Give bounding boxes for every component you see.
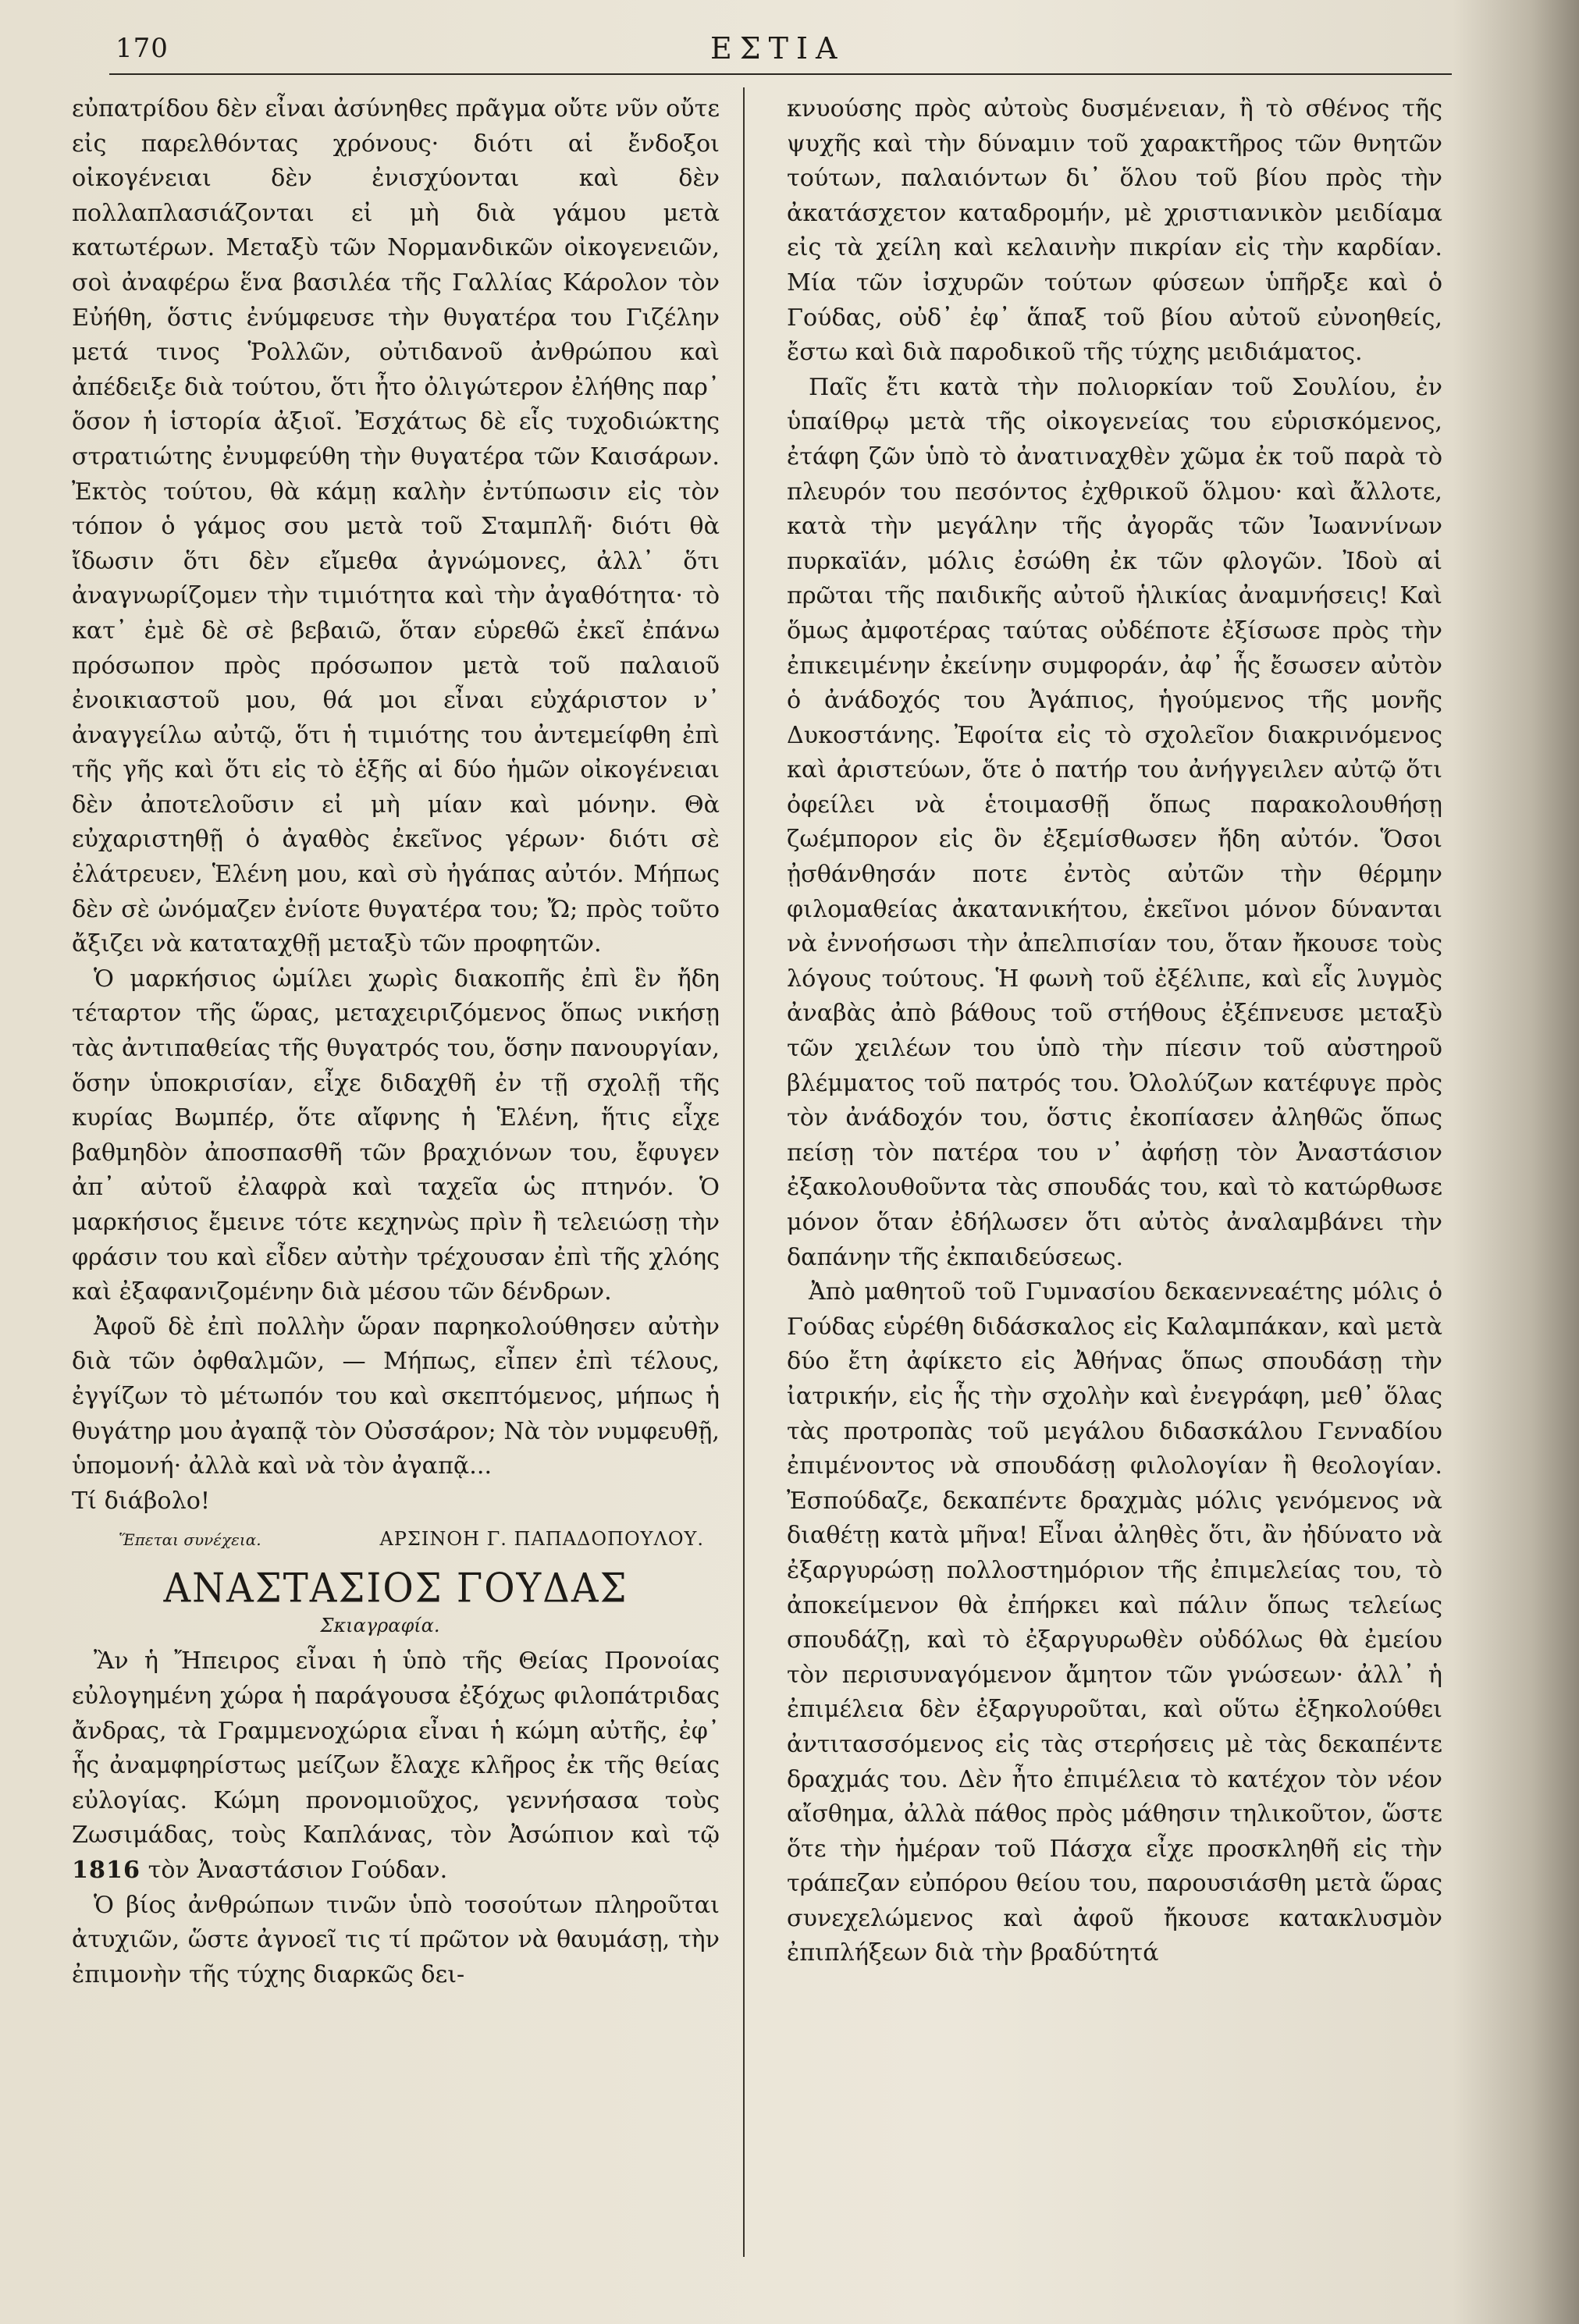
left-column bbox=[72, 92, 720, 1992]
paragraph-closing-line: Τί διάβολο! bbox=[72, 1487, 211, 1515]
article-subtitle: Σκιαγραφία. bbox=[320, 1615, 440, 1637]
paragraph: κνυούσης πρὸς αὐτοὺς δυσμένειαν, ἢ τὸ σθένος τῆς ψυχῆς καὶ τὴν δύναμιν τοῦ χαρακτῆρος τῶν θνητῶν τούτων, παλαιόντων δι᾽ ὅλου τοῦ βίου πρὸς τὴν ἀκατάσχετον καταδρομήν, μὲ χριστιανικὸν μειδίαμα εἰς τὰ χείλη καὶ κελαινὴν πικρίαν εἰς τὴν καρδίαν. Μία τῶν ἰσχυρῶν τούτων φύσεων ὑπῆρξε καὶ ὁ Γούδας, οὐδ᾽ ἐφ᾽ ἅπαξ τοῦ βίου αὐτοῦ εὐνοηθείς, ἔστω καὶ διὰ παροδικοῦ τῆς τύχης μειδιάματος. bbox=[787, 95, 1442, 367]
paragraph-text: Ἂν ἡ Ἤπειρος εἶναι ἡ ὑπὸ τῆς Θείας Προνοίας εὐλογημένη χώρα ἡ παράγουσα ἐξόχως φιλοπάτριδας ἄνδρας, τὰ Γραμμενοχώρια εἶναι ἡ κώμη αὐτῆς, ἐφ᾽ ἧς ἀναμφηρίστως μείζων ἔλαχε κλῆρος ἐκ τῆς θείας εὐλογίας. Κώμη προνομιοῦχος, γεννήσασα τοὺς Ζωσιμάδας, τοὺς Καπλάνας, τὸν Ἀσώπιον καὶ τῷ bbox=[72, 1647, 720, 1850]
author-signature: ΑΡΣΙΝΟΗ Γ. ΠΑΠΑΔΟΠΟΥΛΟΥ. bbox=[379, 1528, 704, 1551]
paragraph: εὐπατρίδου δὲν εἶναι ἀσύνηθες πρᾶγμα οὔτε νῦν οὔτε εἰς παρελθόντας χρόνους· διότι αἱ ἔνδοξοι οἰκογένειαι δὲν ἐνισχύονται καὶ δὲν πολλαπλασιάζονται εἰ μὴ διὰ γάμου μετὰ κατωτέρων. Μεταξὺ τῶν Νορμανδικῶν οἰκογενειῶν, σοὶ ἀναφέρω ἕνα βασιλέα τῆς Γαλλίας Κάρολον τὸν Εὐήθη, ὅστις ἐνύμφευσε τὴν θυγατέρα του Γιζέλην μετά τινος Ῥολλῶν, οὐτιδανοῦ ἀνθρώπου καὶ ἀπέδειξε διὰ τούτου, ὅτι ἦτο ὀλιγώτερον ἐλήθης παρ᾽ ὅσον ἡ ἱστορία ἀξιοῖ. Ἐσχάτως δὲ εἷς τυχοδιώκτης στρατιώτης ἐνυμφεύθη τὴν θυγατέρα τῶν Καισάρων. Ἐκτὸς τούτου, θὰ κάμῃ καλὴν ἐντύπωσιν εἰς τὸν τόπον ὁ γάμος σου μετὰ τοῦ Σταμπλῆ· διότι θὰ ἴδωσιν ὅτι δὲν εἴμεθα ἀγνώμονες, ἀλλ᾽ ὅτι ἀναγνωρίζομεν τὴν τιμιότητα καὶ τὴν ἀγαθότητα· τὸ κατ᾽ ἐμὲ δὲ σὲ βεβαιῶ, ὅταν εὑρεθῶ ἐκεῖ ἐπάνω πρόσωπον πρὸς πρόσωπον μετὰ τοῦ παλαιοῦ ἐνοικιαστοῦ μου, θά μοι εἶναι εὐχάριστον ν᾽ ἀναγγείλω αὐτῷ, ὅτι ἡ τιμιότης του ἀντεμείφθη ἐπὶ τῆς γῆς καὶ ὅτι εἰς τὸ ἑξῆς αἱ δύο ἡμῶν οἰκογένειαι δὲν ἀποτελοῦσιν εἰ μὴ μίαν καὶ μόνην. Θὰ εὐχαριστηθῇ ὁ ἀγαθὸς ἐκεῖνος γέρων· διότι σὲ ἐλάτρευεν, Ἑλένη μου, καὶ σὺ ἠγάπας αὐτόν. Μήπως δὲν σὲ ὠνόμαζεν ἐνίοτε θυγατέρα του; Ὤ; πρὸς τοῦτο ἄξιζει νὰ καταταχθῇ μεταξὺ τῶν προφητῶν. bbox=[72, 95, 720, 958]
page-header bbox=[109, 30, 1452, 76]
right-column bbox=[787, 92, 1442, 1971]
page-number: 170 bbox=[116, 33, 169, 64]
running-title: ΕΣΤΙΑ bbox=[710, 31, 845, 66]
year: 1816 bbox=[72, 1856, 141, 1884]
paragraph-text: τὸν Ἀναστάσιον Γούδαν. bbox=[148, 1856, 448, 1884]
signature-row bbox=[72, 1522, 720, 1557]
continuation-note: Ἕπεται συνέχεια. bbox=[119, 1530, 261, 1550]
paragraph: Παῖς ἔτι κατὰ τὴν πολιορκίαν τοῦ Σουλίου, ἐν ὑπαίθρῳ μετὰ τῆς οἰκογενείας του εὑρισκόμενος, ἐτάφη ζῶν ὑπὸ τὸ ἀνατιναχθὲν χῶμα ἐκ τοῦ παρὰ τὸ πλευρόν του πεσόντος ἐχθρικοῦ ὅλμου· καὶ ἄλλοτε, κατὰ τὴν μεγάλην τῆς ἀγορᾶς τῶν Ἰωαννίνων πυρκαϊάν, μόλις ἐσώθη ἐκ τῶν φλογῶν. Ἰδοὺ αἱ πρῶται τῆς παιδικῆς αὐτοῦ ἡλικίας ἀναμνήσεις! Καὶ ὅμως ἀμφοτέρας ταύτας οὐδέποτε ἐξίσωσε πρὸς τὴν ἐπικειμένην ἐκείνην συμφοράν, ἀφ᾽ ἧς ἔσωσεν αὐτὸν ὁ ἀνάδοχός του Ἀγάπιος, ἡγούμενος τῆς μονῆς Δυκοστάνης. Ἐφοίτα εἰς τὸ σχολεῖον διακρινόμενος καὶ ἀριστεύων, ὅτε ὁ πατήρ του ἀνήγγειλεν αὐτῷ ὅτι ὀφείλει νὰ ἑτοιμασθῇ ὅπως παρακολουθήσῃ ζωέμπορον εἰς ὃν ἐξεμίσθωσεν ἤδη αὐτόν. Ὅσοι ᾐσθάνθησάν ποτε ἐντὸς αὐτῶν τὴν θέρμην φιλομαθείας ἀκατανικήτου, ἐκεῖνοι μόνον δύνανται νὰ ἐννοήσωσι τὴν ἀπελπισίαν του, ὅταν ἤκουσε τοὺς λόγους τούτους. Ἡ φωνὴ τοῦ ἐξέλιπε, καὶ εἷς λυγμὸς ἀναβὰς ἀπὸ βάθους τοῦ στήθους ἐξέπνευσε μεταξὺ τῶν χειλέων του ὑπὸ τὴν πίεσιν τοῦ αὐστηροῦ βλέμματος τοῦ πατρός του. Ὀλολύζων κατέφυγε πρὸς τὸν ἀνάδοχόν του, ὅστις ἐκοπίασεν ἀληθῶς ὅπως πείσῃ τὸν πατέρα του ν᾽ ἀφήσῃ τὸν Ἀναστάσιον ἐξακολουθοῦντα τὰς σπουδάς του, καὶ τὸ κατώρθωσε μόνον ὅταν ἐδήλωσεν ὅτι αὐτὸς ἀναλαμβάνει τὴν δαπάνην τῆς ἐκπαιδεύσεως. bbox=[787, 373, 1442, 1271]
paragraph bbox=[72, 1644, 720, 1888]
column-divider bbox=[743, 87, 745, 2257]
paragraph: Ὁ μαρκήσιος ὡμίλει χωρὶς διακοπῆς ἐπὶ ἓν ἤδη τέταρτον τῆς ὥρας, μεταχειριζόμενος ὅπως νικήσῃ τὰς ἀντιπαθείας τῆς θυγατρός του, ὅσην πανουργίαν, ὅσην ὑποκρισίαν, εἶχε διδαχθῆ ἐν τῇ σχολῇ τῆς κυρίας Βωμπέρ, ὅτε αἴφνης ἡ Ἑλένη, ἥτις εἶχε βαθμηδὸν ἀποσπασθῆ τῶν βραχιόνων του, ἔφυγεν ἀπ᾽ αὐτοῦ ἐλαφρὰ καὶ ταχεῖα ὡς πτηνόν. Ὁ μαρκήσιος ἔμεινε τότε κεχηνὼς πρὶν ἢ τελειώσῃ τὴν φράσιν του καὶ εἶδεν αὐτὴν τρέχουσαν ἐπὶ τῆς χλόης καὶ ἐξαφανιζομένην διὰ μέσου τῶν δένδρων. bbox=[72, 965, 720, 1306]
article-title: ΑΝΑΣΤΑΣΙΟΣ ΓΟΥΔΑΣ bbox=[163, 1565, 628, 1612]
paragraph: Ἀφοῦ δὲ ἐπὶ πολλὴν ὥραν παρηκολούθησεν αὐτὴν διὰ τῶν ὀφθαλμῶν, — Μήπως, εἶπεν ἐπὶ τέλους, ἐγγίζων τὸ μέτωπόν του καὶ σκεπτόμενος, μήπως ἡ θυγάτηρ μου ἀγαπᾷ τὸν Οὐσσάρον; Νὰ τὸν νυμφευθῇ, ὑπομονή· ἀλλὰ καὶ νὰ τὸν ἀγαπᾷ... bbox=[72, 1313, 720, 1480]
paragraph: Ὁ βίος ἀνθρώπων τινῶν ὑπὸ τοσούτων πληροῦται ἀτυχιῶν, ὥστε ἀγνοεῖ τις τί πρῶτον νὰ θαυμάσῃ, τὴν ἐπιμονὴν τῆς τύχης διαρκῶς δει- bbox=[72, 1891, 720, 1988]
header-rule bbox=[109, 73, 1452, 75]
paragraph: Ἀπὸ μαθητοῦ τοῦ Γυμνασίου δεκαεννεαέτης μόλις ὁ Γούδας εὑρέθη διδάσκαλος εἰς Καλαμπάκαν, καὶ μετὰ δύο ἔτη ἀφίκετο εἰς Ἀθήνας ὅπως σπουδάσῃ τὴν ἰατρικήν, εἰς ἧς τὴν σχολὴν καὶ ἐνεγράφη, μεθ᾽ ὅλας τὰς προτροπὰς τοῦ μεγάλου διδασκάλου Γενναδίου ἐπιμένοντος νὰ σπουδάσῃ φιλολογίαν ἢ θεολογίαν. Ἐσπούδαζε, δεκαπέντε δραχμὰς μόλις γενόμενος νὰ διαθέτῃ κατὰ μῆνα! Εἶναι ἀληθὲς ὅτι, ἂν ἠδύνατο νὰ ἐξαργυρώσῃ πολλοστημόριον τῆς ἐπιμελείας του, τὸ ἀποκείμενον θὰ ἐπήρκει καὶ πάλιν ὅπως τελείως σπουδάζῃ, καὶ τὸ ἐξαργυρωθὲν οὐδόλως θὰ ἐμείου τὸν περισυναγόμενον ἄμητον τῶν γνώσεων· ἀλλ᾽ ἡ ἐπιμέλεια δὲν ἐξαργυροῦται, καὶ οὕτω ἐξηκολούθει ἀντιτασσόμενος εἰς τὰς στερήσεις μὲ τὰς δεκαπέντε δραχμάς του. Δὲν ἦτο ἐπιμέλεια τὸ κατέχον τὸν νέον αἴσθημα, ἀλλὰ πάθος πρὸς μάθησιν τηλικοῦτον, ὥστε ὅτε τὴν ἡμέραν τοῦ Πάσχα εἶχε προσκληθῆ εἰς τὴν τράπεζαν εὐπόρου θείου του, παρουσιάσθη μετὰ ὥρας συνεχελώμενος καὶ ἀφοῦ ἤκουσε κατακλυσμὸν ἐπιπλήξεων διὰ τὴν βραδύτητά bbox=[787, 1278, 1442, 1967]
